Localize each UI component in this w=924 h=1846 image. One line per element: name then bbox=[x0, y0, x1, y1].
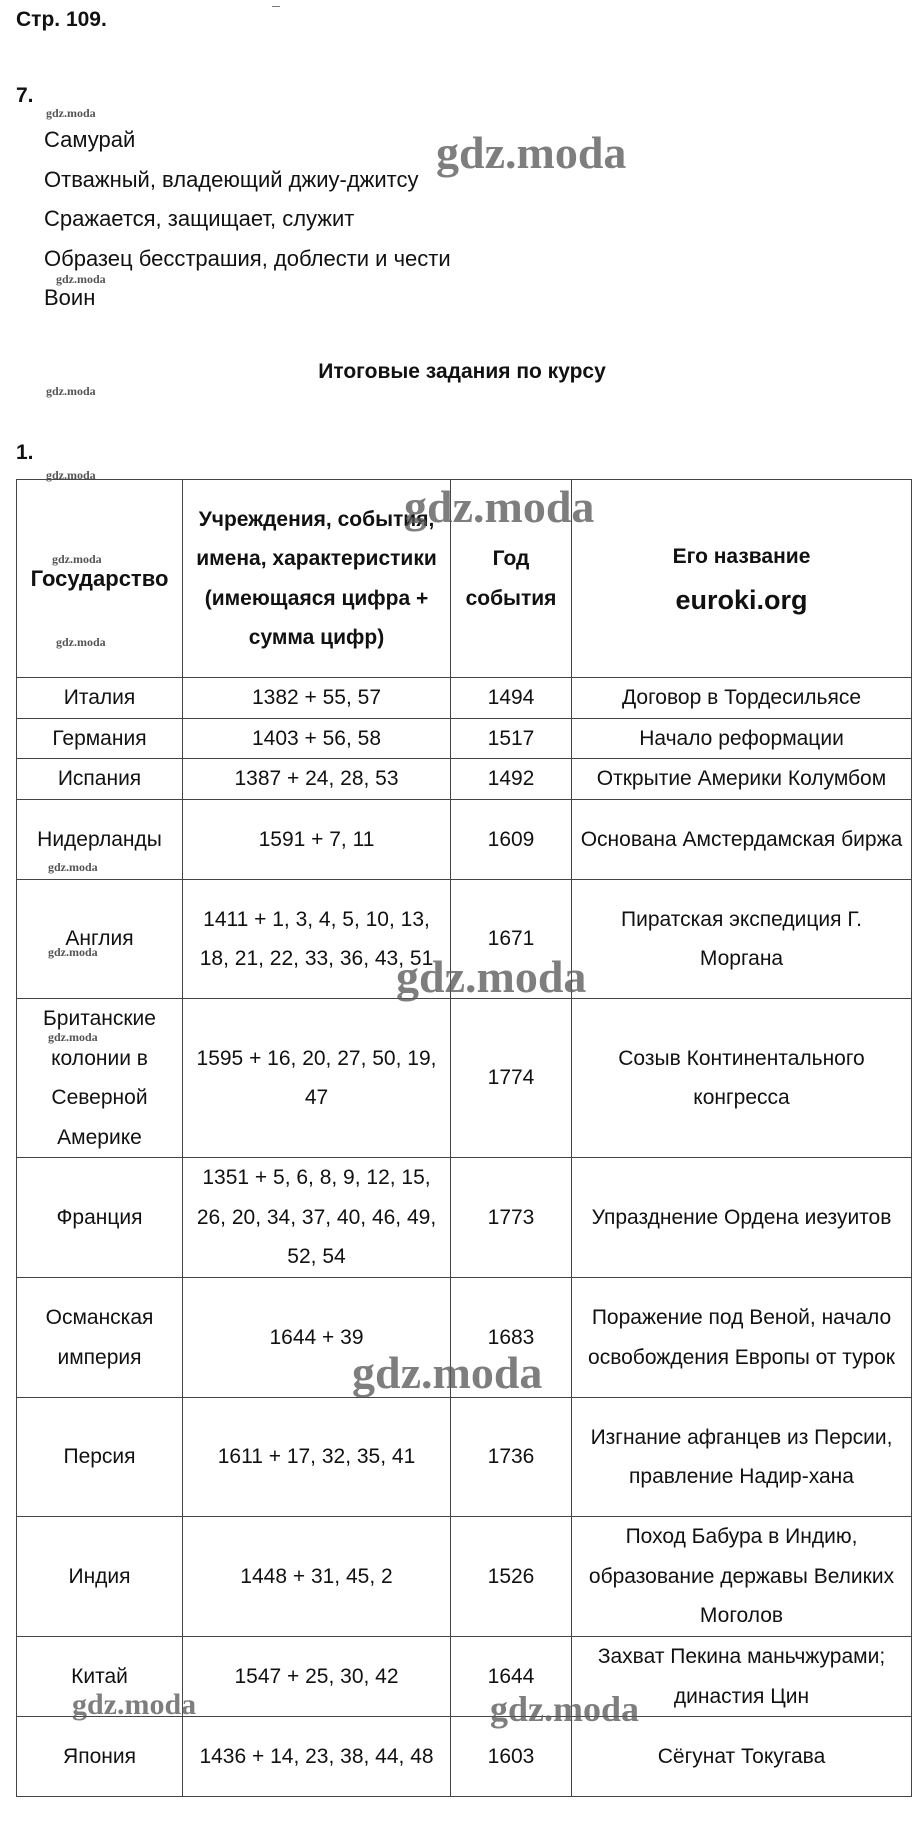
table-row bbox=[17, 1398, 912, 1517]
cell-year: 1644 bbox=[451, 1637, 572, 1717]
cell-items: 1644 + 39 bbox=[183, 1278, 451, 1398]
cell-items: 1382 + 55, 57 bbox=[183, 678, 451, 719]
cell-name: Основана Амстердамская биржа bbox=[572, 800, 912, 880]
cell-items: 1547 + 25, 30, 42 bbox=[183, 1637, 451, 1717]
header-country: Государство bbox=[17, 480, 183, 678]
cell-country: Япония bbox=[17, 1717, 183, 1797]
watermark-big: gdz.moda bbox=[404, 481, 595, 532]
cell-country: Персия bbox=[17, 1398, 183, 1517]
cell-country: Франция bbox=[17, 1158, 183, 1278]
cell-country: Испания bbox=[17, 759, 183, 800]
cell-items: 1387 + 24, 28, 53 bbox=[183, 759, 451, 800]
task-1-number: 1. bbox=[16, 441, 34, 464]
cell-year: 1774 bbox=[451, 999, 572, 1158]
watermark-small: gdz.moda bbox=[48, 860, 98, 874]
page-label: Стр. 109. bbox=[16, 8, 107, 31]
table-row bbox=[17, 678, 912, 719]
cell-country: Англия bbox=[17, 880, 183, 999]
table-row bbox=[17, 1717, 912, 1797]
watermark-big: gdz.moda bbox=[396, 951, 587, 1002]
cell-name: Изгнание афганцев из Персии, правление Надир-хана bbox=[572, 1398, 912, 1517]
cell-items: 1448 + 31, 45, 2 bbox=[183, 1517, 451, 1637]
cell-items: 1611 + 17, 32, 35, 41 bbox=[183, 1398, 451, 1517]
table-row bbox=[17, 1517, 912, 1637]
table-row bbox=[17, 800, 912, 880]
cell-items: 1403 + 56, 58 bbox=[183, 718, 451, 759]
cell-items: 1411 + 1, 3, 4, 5, 10, 13, 18, 21, 22, 33, 36, 43, 51 bbox=[183, 880, 451, 999]
watermark-small: gdz.moda bbox=[48, 1030, 98, 1044]
header-name-label: Его название bbox=[672, 545, 811, 568]
poem-line: Отважный, владеющий джиу-джитсу bbox=[44, 166, 419, 192]
cell-name: Договор в Тордесильясе bbox=[572, 678, 912, 719]
cell-year: 1517 bbox=[451, 718, 572, 759]
table-row bbox=[17, 1158, 912, 1278]
cell-name: Начало реформации bbox=[572, 718, 912, 759]
cell-name: Пиратская экспедиция Г. Моргана bbox=[572, 880, 912, 999]
cell-items: 1436 + 14, 23, 38, 44, 48 bbox=[183, 1717, 451, 1797]
cell-year: 1492 bbox=[451, 759, 572, 800]
table-row bbox=[17, 759, 912, 800]
poem-line: Воин bbox=[44, 285, 96, 310]
cell-name: Поход Бабура в Индию, образование державы Великих Моголов bbox=[572, 1517, 912, 1637]
cell-year: 1736 bbox=[451, 1398, 572, 1517]
poem-line: Самурай bbox=[44, 127, 136, 152]
cell-country: Нидерланды bbox=[17, 800, 183, 880]
poem-line: Образец бесстрашия, доблести и чести bbox=[44, 245, 451, 271]
watermark-big: gdz.moda bbox=[436, 127, 627, 178]
header-year: Год события bbox=[451, 480, 572, 678]
header-site: euroki.org bbox=[675, 584, 808, 615]
cell-year: 1609 bbox=[451, 800, 572, 880]
cell-name: Открытие Америки Колумбом bbox=[572, 759, 912, 800]
cell-country: Италия bbox=[17, 678, 183, 719]
watermark-small: gdz.moda bbox=[48, 945, 98, 959]
watermark-small: gdz.moda bbox=[52, 552, 102, 566]
cell-name: Упразднение Ордена иезуитов bbox=[572, 1158, 912, 1278]
cell-year: 1526 bbox=[451, 1517, 572, 1637]
table-row bbox=[17, 718, 912, 759]
watermark-small: gdz.moda bbox=[46, 384, 96, 398]
header-items: Учреждения, события, имена, характеристики (имеющаяся цифра + сумма цифр) bbox=[183, 480, 451, 678]
task-7-poem bbox=[44, 120, 451, 318]
stray-mark bbox=[272, 6, 280, 7]
cell-year: 1671 bbox=[451, 880, 572, 999]
cell-country: Османская империя bbox=[17, 1278, 183, 1398]
watermark-small: gdz.moda bbox=[46, 468, 96, 482]
cell-name: Поражение под Веной, начало освобождения Европы от турок bbox=[572, 1278, 912, 1398]
cell-name: Захват Пекина маньчжурами; династия Цин bbox=[572, 1637, 912, 1717]
header-name bbox=[572, 480, 912, 678]
section-title: Итоговые задания по курсу bbox=[318, 360, 606, 383]
cell-name: Сёгунат Токугава bbox=[572, 1717, 912, 1797]
poem-line: Сражается, защищает, служит bbox=[44, 206, 355, 231]
cell-country: Китай bbox=[17, 1637, 183, 1717]
answer-table bbox=[16, 479, 912, 1797]
task-7-number: 7. bbox=[16, 84, 34, 107]
table-row bbox=[17, 999, 912, 1158]
cell-items: 1595 + 16, 20, 27, 50, 19, 47 bbox=[183, 999, 451, 1158]
watermark-big: gdz.moda bbox=[72, 1688, 197, 1721]
cell-year: 1603 bbox=[451, 1717, 572, 1797]
cell-items: 1591 + 7, 11 bbox=[183, 800, 451, 880]
watermark-small: gdz.moda bbox=[56, 272, 106, 286]
cell-country: Британские колонии в Северной Америке bbox=[17, 999, 183, 1158]
watermark-small: gdz.moda bbox=[46, 106, 96, 120]
watermark-big: gdz.moda bbox=[352, 1347, 543, 1398]
cell-year: 1773 bbox=[451, 1158, 572, 1278]
cell-items: 1351 + 5, 6, 8, 9, 12, 15, 26, 20, 34, 37, 40, 46, 49, 52, 54 bbox=[183, 1158, 451, 1278]
cell-year: 1683 bbox=[451, 1278, 572, 1398]
cell-name: Созыв Континентального конгресса bbox=[572, 999, 912, 1158]
watermark-big: gdz.moda bbox=[490, 1689, 640, 1729]
cell-country: Германия bbox=[17, 718, 183, 759]
watermark-small: gdz.moda bbox=[56, 635, 106, 649]
cell-country: Индия bbox=[17, 1517, 183, 1637]
cell-year: 1494 bbox=[451, 678, 572, 719]
